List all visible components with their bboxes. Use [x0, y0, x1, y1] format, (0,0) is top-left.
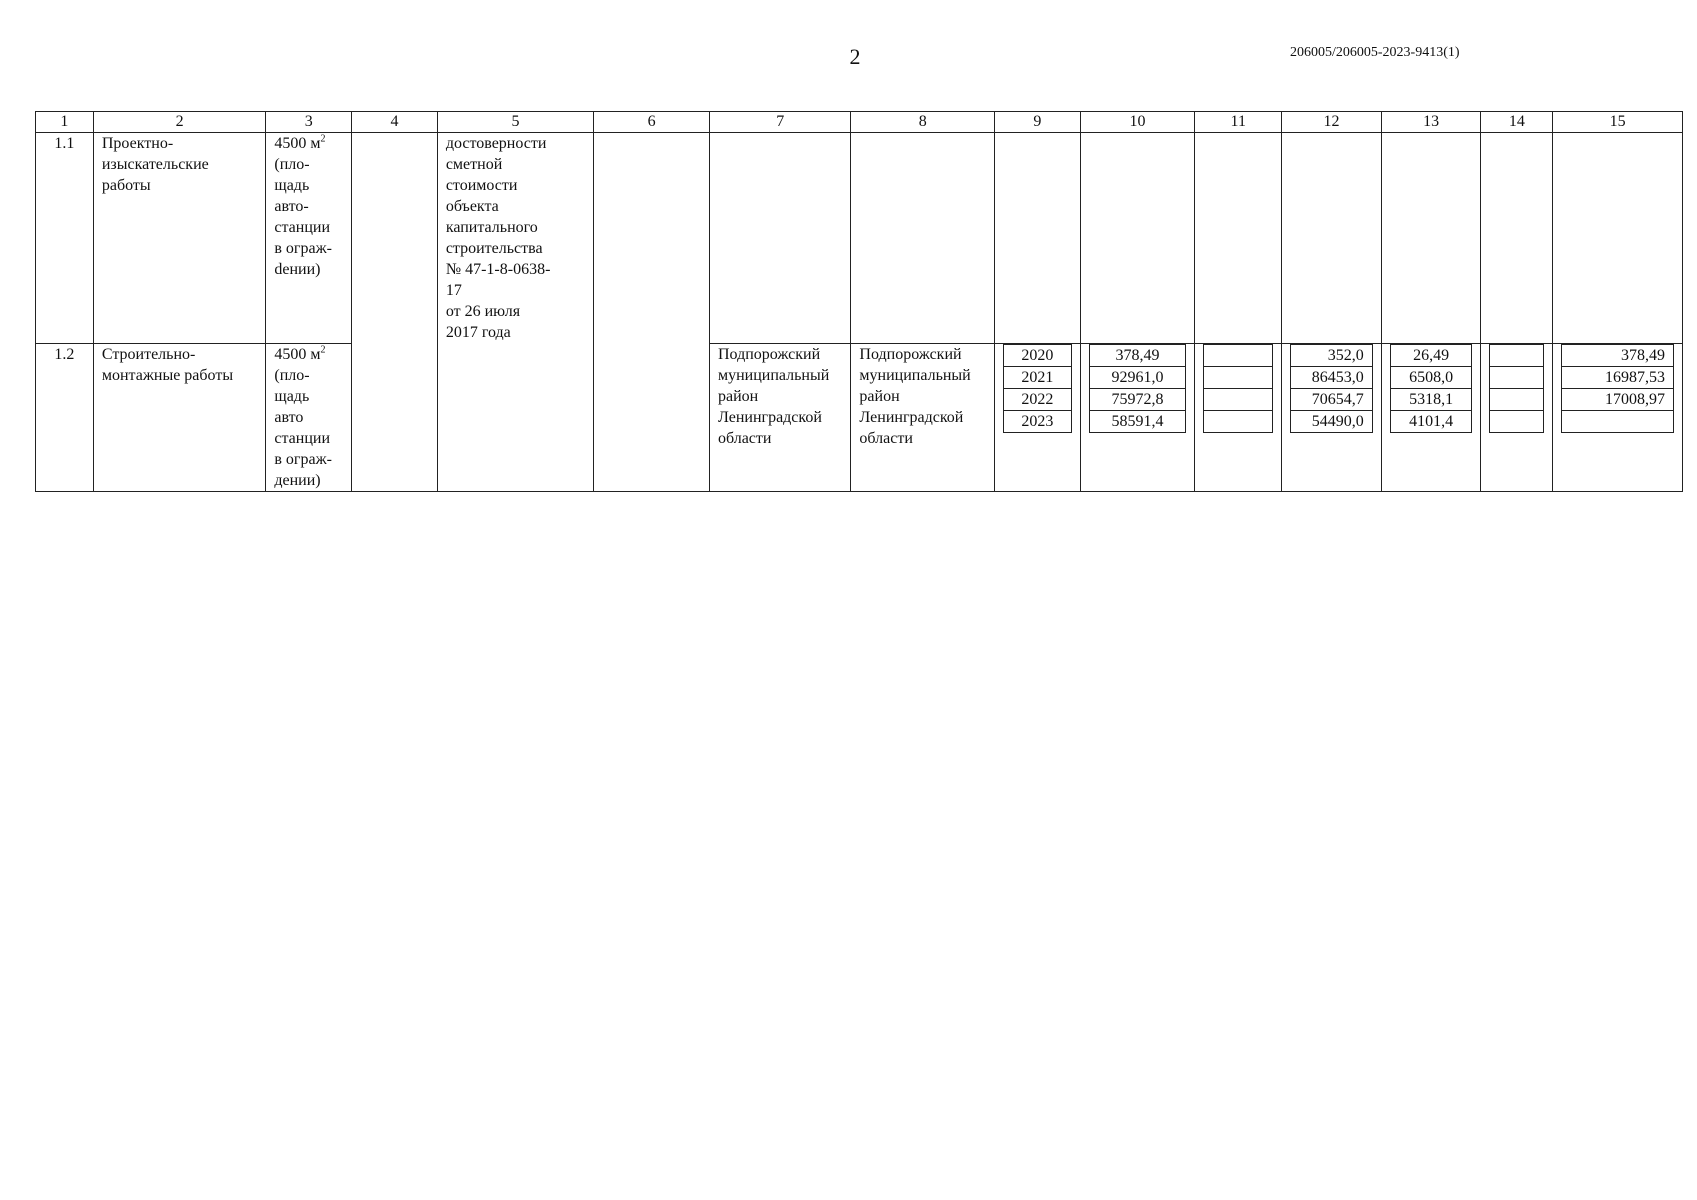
capacity-unit-sup: 2 — [320, 133, 326, 145]
col11-value — [1204, 389, 1273, 411]
col13-cell — [1381, 133, 1481, 344]
year-cell: 2023 — [1021, 412, 1054, 430]
column-number-row — [36, 112, 1683, 133]
col14-value — [1490, 389, 1544, 411]
col12-value: 86453,0 — [1291, 367, 1373, 389]
total-cell: 92961,0 — [1089, 367, 1186, 389]
capacity-note: (пло- щадь авто- станции в ограж- dении) — [274, 156, 332, 278]
row-number: 1.1 — [36, 133, 94, 344]
col11-cell — [1195, 133, 1282, 344]
column-header: 6 — [594, 112, 710, 133]
col13-value: 5318,1 — [1390, 389, 1472, 411]
column-header: 14 — [1481, 112, 1553, 133]
total-cell: 58591,4 — [1111, 412, 1164, 430]
col14-cell — [1481, 133, 1553, 344]
column-header: 15 — [1553, 112, 1683, 133]
col15-cell — [1553, 133, 1683, 344]
column-header: 3 — [266, 112, 352, 133]
capacity-unit-sup: 2 — [320, 344, 326, 356]
col14-column — [1481, 344, 1553, 492]
table-row — [36, 344, 1683, 492]
total-column — [1080, 344, 1195, 492]
page-number: 2 — [849, 44, 861, 69]
col12-value: 54490,0 — [1311, 412, 1364, 430]
column-header: 2 — [93, 112, 266, 133]
col10-cell — [1080, 133, 1195, 344]
column-header: 13 — [1381, 112, 1481, 133]
col11-value — [1204, 345, 1273, 367]
column-header: 12 — [1282, 112, 1382, 133]
column-header: 10 — [1080, 112, 1195, 133]
col7-cell — [709, 133, 850, 344]
column-header: 5 — [437, 112, 593, 133]
customer-district: Подпорожский муниципальный район Ленинградской области — [709, 344, 850, 492]
col11-column — [1195, 344, 1282, 492]
col8-cell — [851, 133, 995, 344]
column-header: 11 — [1195, 112, 1282, 133]
col15-value: 17008,97 — [1562, 389, 1674, 411]
total-cell: 75972,8 — [1089, 389, 1186, 411]
capacity-value: 4500 м — [274, 346, 321, 363]
column-header: 4 — [352, 112, 438, 133]
col4-cell — [352, 133, 438, 492]
row-number: 1.2 — [36, 344, 94, 492]
col11-value — [1204, 411, 1273, 433]
col15-value: 378,49 — [1562, 345, 1674, 367]
col14-value — [1490, 367, 1544, 389]
work-name: Проектно- изыскательские работы — [93, 133, 266, 344]
capacity-cell — [266, 133, 352, 344]
col6-cell — [594, 133, 710, 492]
document-id: 206005/206005-2023-9413(1) — [1290, 45, 1460, 60]
year-cell: 2022 — [1003, 389, 1071, 411]
column-header: 1 — [36, 112, 94, 133]
col15-value — [1562, 411, 1674, 433]
column-header: 8 — [851, 112, 995, 133]
col11-value — [1204, 367, 1273, 389]
col12-column — [1282, 344, 1382, 492]
col12-value: 70654,7 — [1291, 389, 1373, 411]
year-cell: 2020 — [1003, 345, 1071, 367]
col15-column — [1553, 344, 1683, 492]
table-row — [36, 133, 1683, 344]
col9-cell — [994, 133, 1080, 344]
column-header: 7 — [709, 112, 850, 133]
col12-value: 352,0 — [1291, 345, 1373, 367]
capacity-value: 4500 м — [274, 135, 321, 152]
investment-table — [35, 111, 1683, 492]
work-name: Строительно- монтажные работы — [93, 344, 266, 492]
estimate-document-text: достоверности сметной стоимости объекта капитального строительства № 47-1-8-0638- 17 от 26 июля 2017 года — [437, 133, 593, 492]
capacity-cell — [266, 344, 352, 492]
col13-value: 26,49 — [1390, 345, 1472, 367]
col13-column — [1381, 344, 1481, 492]
col12-cell — [1282, 133, 1382, 344]
total-cell: 378,49 — [1089, 345, 1186, 367]
column-header: 9 — [994, 112, 1080, 133]
col13-value: 6508,0 — [1390, 367, 1472, 389]
col15-value: 16987,53 — [1562, 367, 1674, 389]
location-district: Подпорожский муниципальный район Ленинградской области — [851, 344, 995, 492]
col13-value: 4101,4 — [1409, 412, 1454, 430]
years-column — [994, 344, 1080, 492]
col14-value — [1490, 345, 1544, 367]
capacity-note: (пло- щадь авто станции в ограж- дении) — [274, 367, 332, 489]
col14-value — [1490, 411, 1544, 433]
year-cell: 2021 — [1003, 367, 1071, 389]
